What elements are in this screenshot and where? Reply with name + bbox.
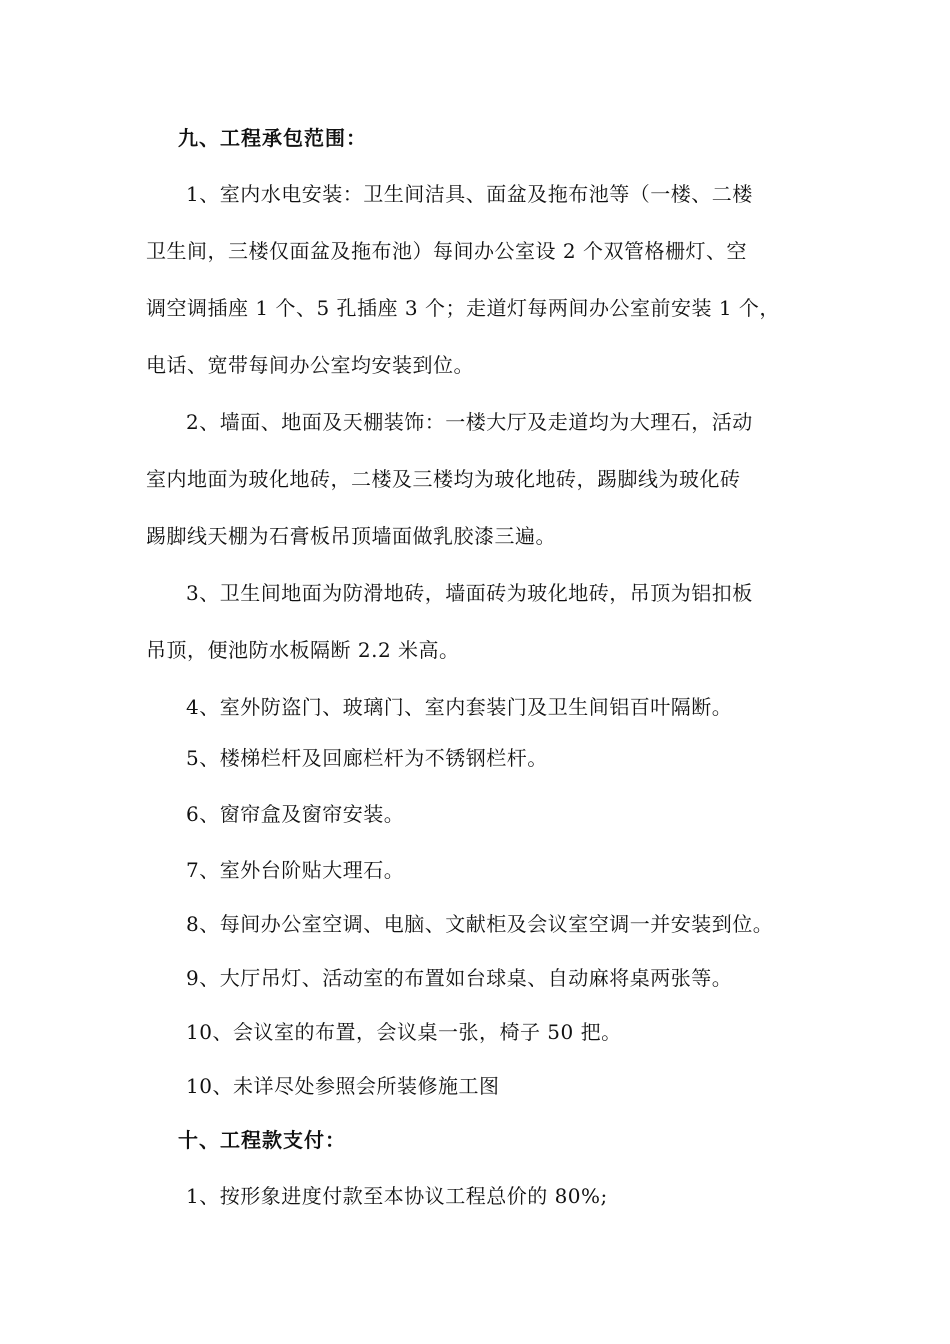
item-11: 10、未详尽处参照会所装修施工图 — [186, 1074, 500, 1098]
item-1-line-2: 卫生间，三楼仅面盆及拖布池）每间办公室设 2 个双管格栅灯、空 — [146, 239, 747, 263]
item-1-line-1: 1、室内水电安装：卫生间洁具、面盆及拖布池等（一楼、二楼 — [186, 182, 753, 206]
item-4: 4、室外防盗门、玻璃门、室内套装门及卫生间铝百叶隔断。 — [186, 695, 733, 719]
item-5: 5、楼梯栏杆及回廊栏杆为不锈钢栏杆。 — [186, 746, 548, 770]
item-9: 9、大厅吊灯、活动室的布置如台球桌、自动麻将桌两张等。 — [186, 966, 733, 990]
item-3-line-1: 3、卫生间地面为防滑地砖，墙面砖为玻化地砖，吊顶为铝扣板 — [186, 581, 753, 605]
item-1-line-3: 调空调插座 1 个、5 孔插座 3 个；走道灯每两间办公室前安装 1 个， — [146, 296, 780, 320]
item-8: 8、每间办公室空调、电脑、文献柜及会议室空调一并安装到位。 — [186, 912, 774, 936]
item-6: 6、窗帘盒及窗帘安装。 — [186, 802, 405, 826]
item-2-line-3: 踢脚线天棚为石膏板吊顶墙面做乳胶漆三遍。 — [146, 524, 556, 548]
item-2-line-1: 2、墙面、地面及天棚装饰：一楼大厅及走道均为大理石，活动 — [186, 410, 753, 434]
section-10-heading: 十、工程款支付： — [178, 1128, 346, 1152]
section-9-heading: 九、工程承包范围： — [178, 126, 367, 150]
payment-item-1: 1、按形象进度付款至本协议工程总价的 80%; — [186, 1184, 608, 1208]
item-10: 10、会议室的布置，会议桌一张，椅子 50 把。 — [186, 1020, 622, 1044]
item-7: 7、室外台阶贴大理石。 — [186, 858, 405, 882]
item-3-line-2: 吊顶，便池防水板隔断 2.2 米高。 — [146, 638, 460, 662]
item-1-line-4: 电话、宽带每间办公室均安装到位。 — [146, 353, 474, 377]
item-2-line-2: 室内地面为玻化地砖，二楼及三楼均为玻化地砖，踢脚线为玻化砖 — [146, 467, 741, 491]
